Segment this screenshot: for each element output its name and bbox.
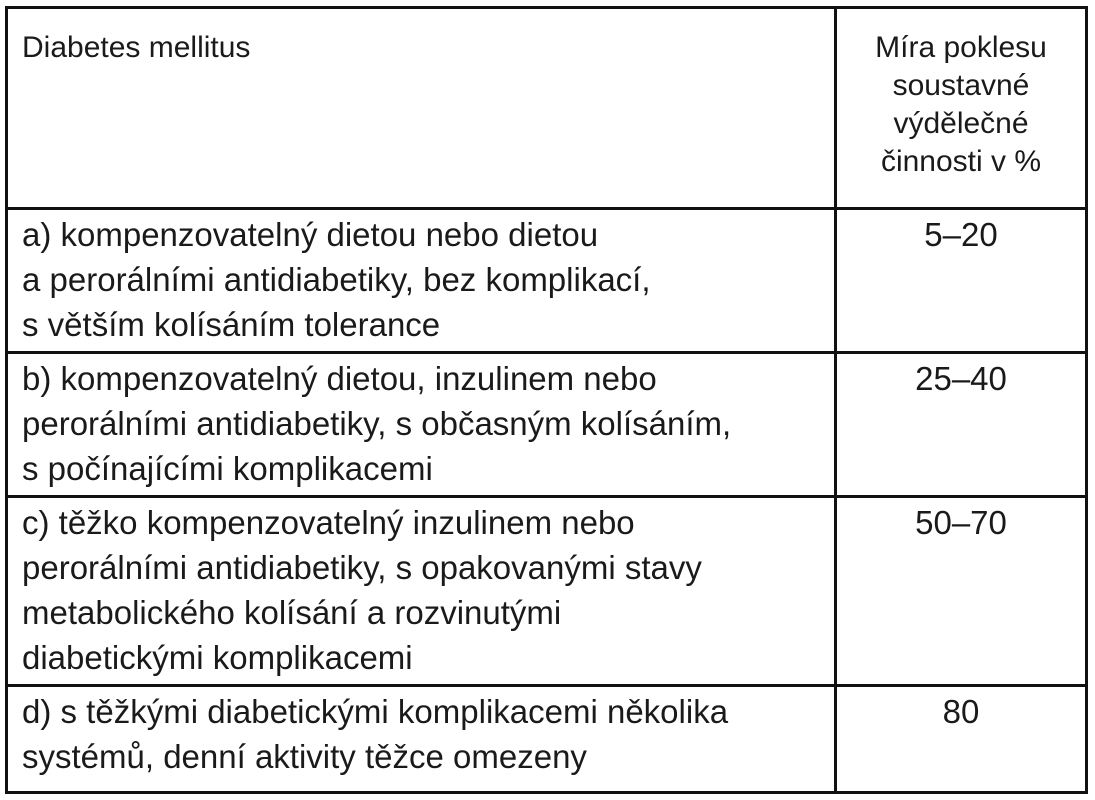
header-rate-line: soustavné	[892, 69, 1030, 102]
description-line: a) kompenzovatelný dietou nebo dietou	[22, 216, 599, 253]
description-line: diabetickými komplikacemi	[22, 639, 413, 676]
table-header-row	[7, 8, 1087, 209]
row-description-cell	[7, 209, 836, 353]
row-rate-value: 80	[942, 693, 980, 730]
row-description	[8, 687, 834, 783]
description-line: a perorálními antidiabetiky, bez komplikací,	[22, 261, 651, 298]
description-line: perorálními antidiabetiky, s občasným kolísáním,	[22, 405, 732, 442]
header-condition-cell	[7, 8, 836, 209]
table-row	[7, 686, 1087, 793]
row-rate-cell	[836, 209, 1087, 353]
table-row	[7, 497, 1087, 686]
row-description-cell	[7, 497, 836, 686]
table-row	[7, 353, 1087, 497]
header-rate-line: činnosti v %	[880, 145, 1042, 178]
row-rate-cell	[836, 353, 1087, 497]
row-rate-cell	[836, 686, 1087, 793]
row-description-cell	[7, 686, 836, 793]
header-rate-label	[837, 9, 1085, 181]
row-rate-value: 5–20	[924, 216, 998, 253]
description-line: s větším kolísáním tolerance	[22, 306, 441, 343]
description-line: d) s těžkými diabetickými komplikacemi několika	[22, 693, 729, 730]
table-row	[7, 209, 1087, 353]
row-description-cell	[7, 353, 836, 497]
header-rate-cell	[836, 8, 1087, 209]
description-line: c) těžko kompenzovatelný inzulinem nebo	[22, 504, 635, 541]
description-line: perorálními antidiabetiky, s opakovanými stavy	[22, 549, 702, 586]
row-description	[8, 498, 834, 684]
row-description	[8, 210, 834, 351]
description-line: metabolického kolísání a rozvinutými	[22, 594, 562, 631]
row-rate-value: 25–40	[915, 360, 1007, 397]
header-rate-line: Míra poklesu	[875, 31, 1047, 64]
description-line: b) kompenzovatelný dietou, inzulinem nebo	[22, 360, 657, 397]
row-rate-value: 50–70	[915, 504, 1007, 541]
description-line: s počínajícími komplikacemi	[22, 450, 433, 487]
header-rate-line: výdělečné	[893, 107, 1029, 140]
header-condition-label: Diabetes mellitus	[22, 31, 251, 64]
row-description	[8, 354, 834, 495]
description-line: systémů, denní aktivity těžce omezeny	[22, 738, 587, 775]
row-rate-cell	[836, 497, 1087, 686]
disability-rate-table	[5, 6, 1088, 794]
